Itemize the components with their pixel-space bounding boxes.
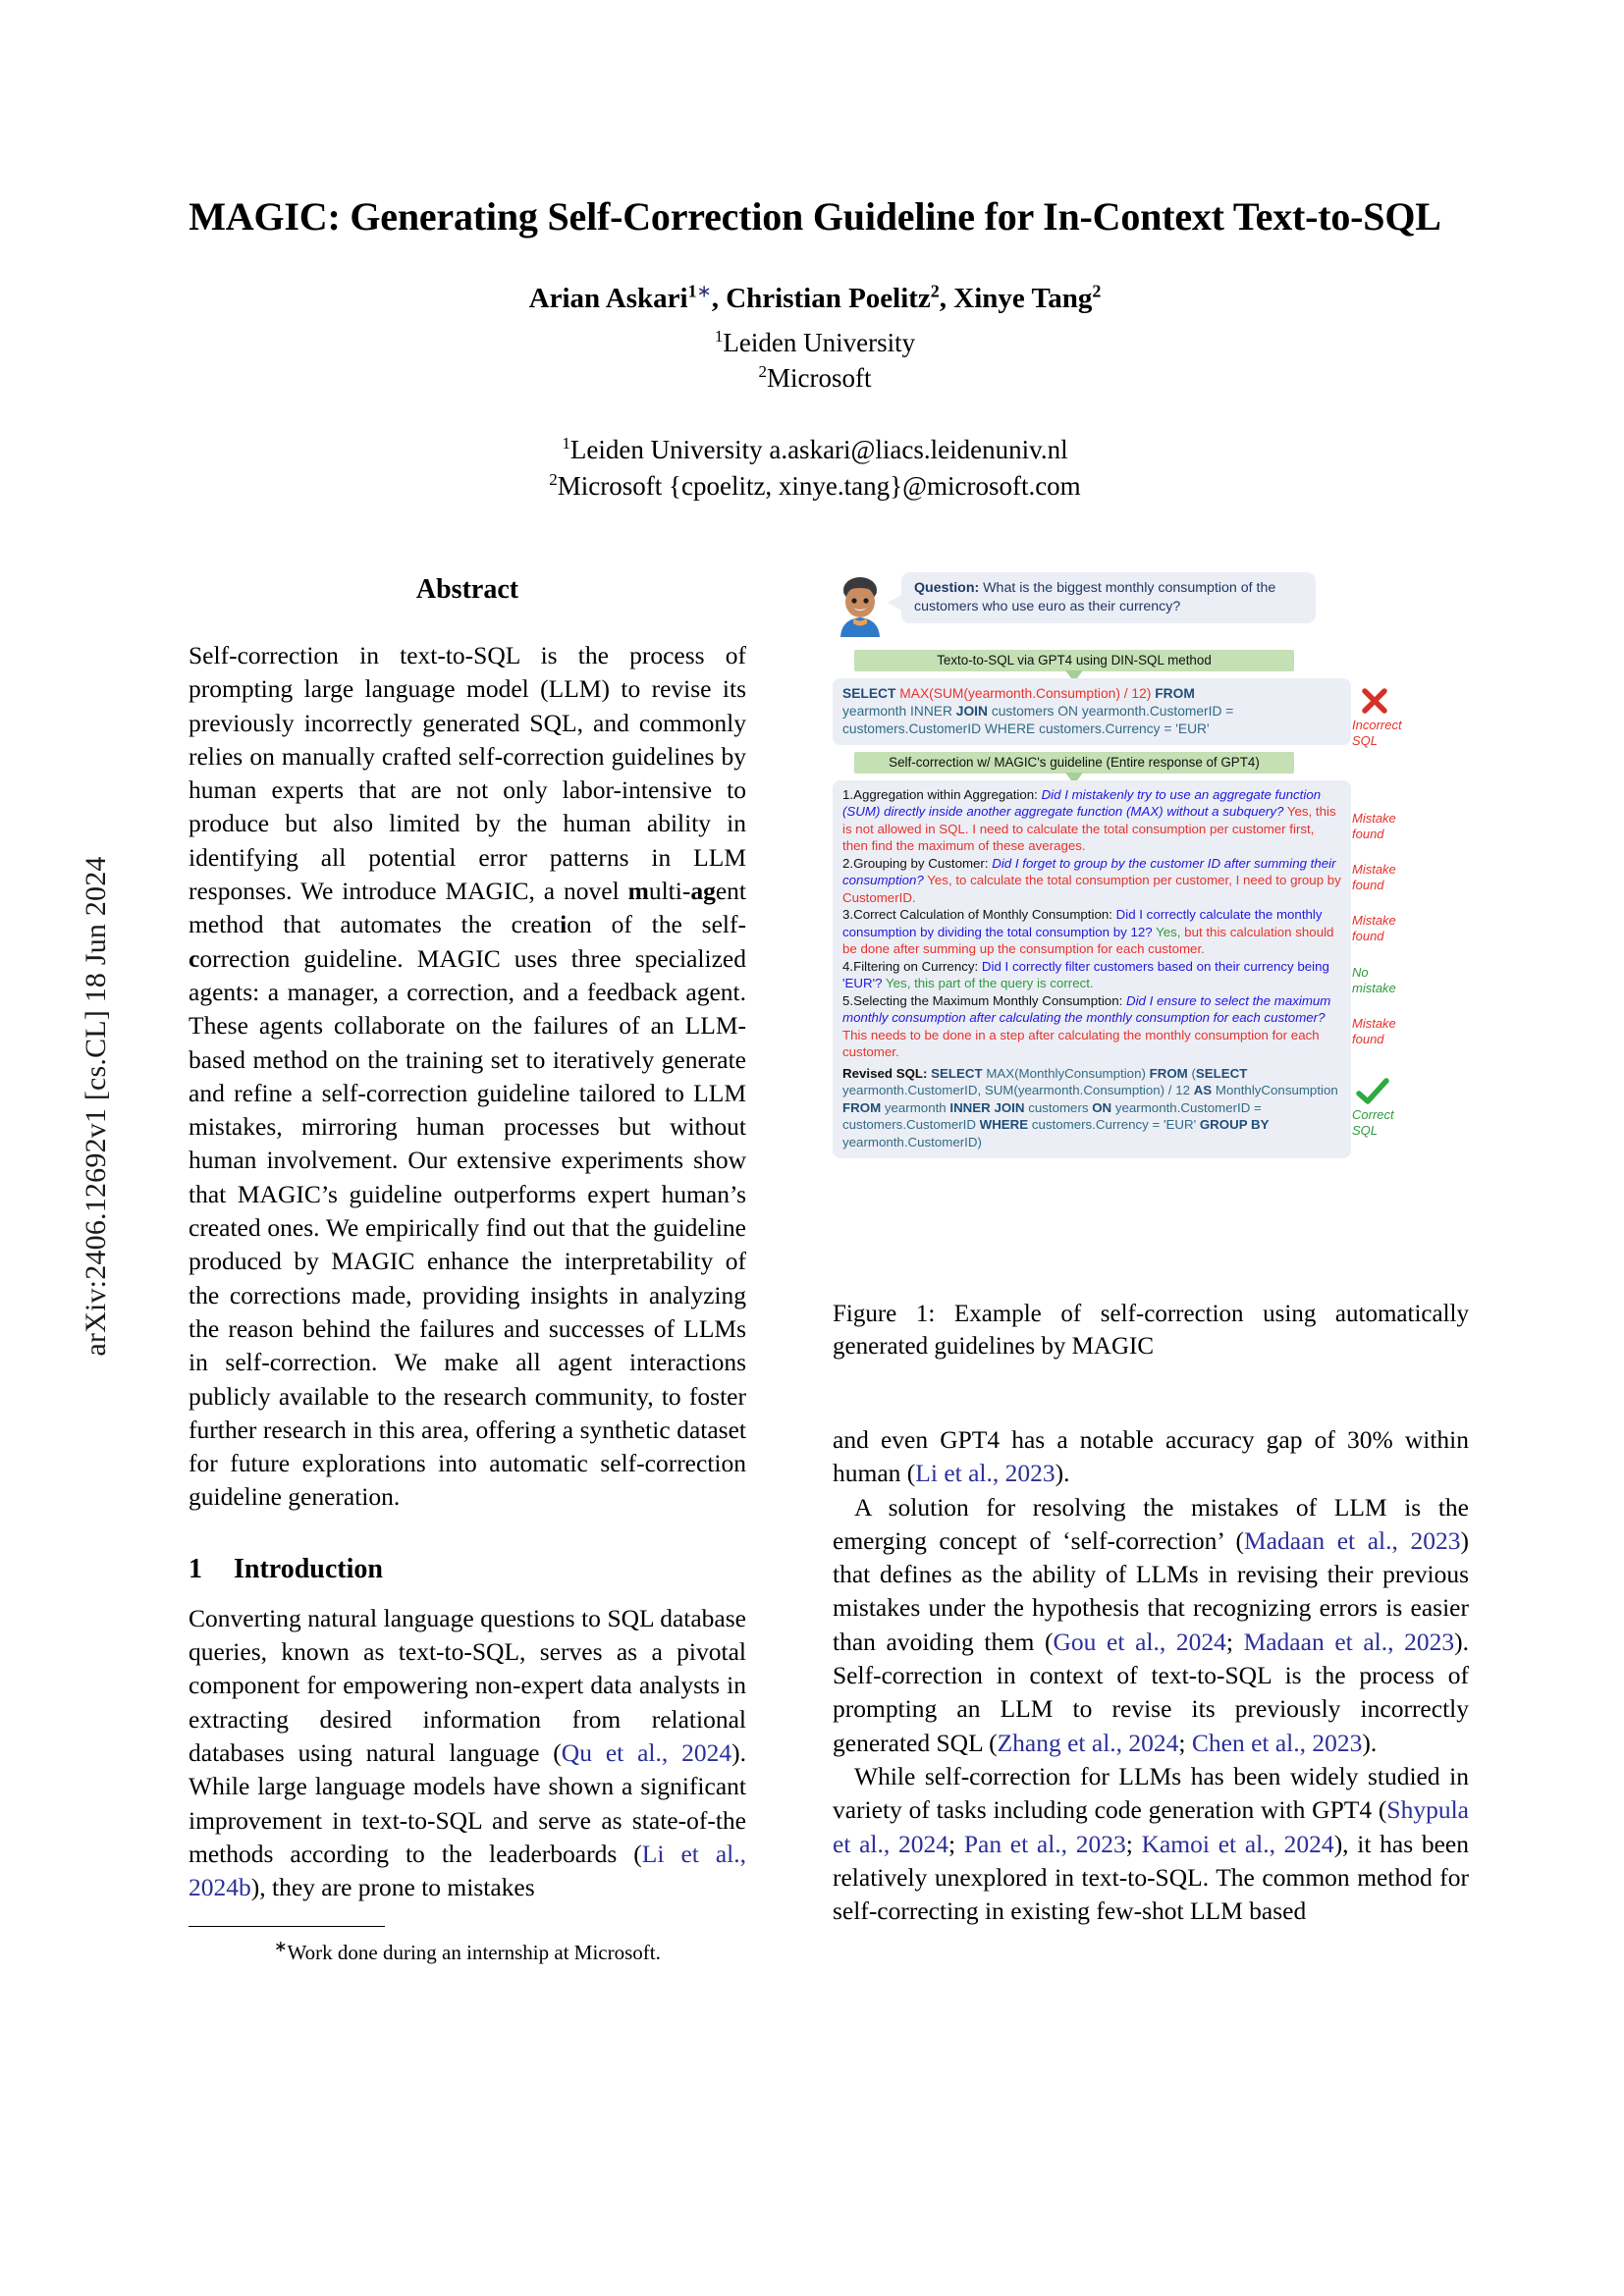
affiliation-1: $^1$Leiden University <box>714 327 916 357</box>
citation-chen-2023[interactable]: Chen et al., 2023 <box>1191 1728 1363 1757</box>
cross-icon <box>1360 686 1389 716</box>
author-list <box>147 281 1483 315</box>
citation-madaan-2023-b[interactable]: Madaan et al., 2023 <box>1243 1627 1455 1656</box>
email-line-1: $^1$Leiden University a.askari@liacs.leidenuniv.nl <box>562 434 1068 464</box>
check-icon <box>1356 1078 1389 1105</box>
right-column <box>833 1423 1469 1928</box>
intro-paragraph-3: A solution for resolving the mistakes of LLM is the emerging concept of ‘self-correction’ (Madaan et al., 2023) that defines as the ability of LLMs in revising their previous mistakes under the hypothesis that recognizing errors is easier than avoiding them (Gou et al., 2024; Madaan et al., 2023). Self-correction in context of text-to-SQL is the process of prompting an LLM to revise its previously incorrectly generated SQL (Zhang et al., 2024; Chen et al., 2023). <box>833 1492 1469 1757</box>
affiliation-list <box>147 326 1483 396</box>
footnote-text: ∗Work done during an internship at Microsoft. <box>274 1939 661 1965</box>
figure-caption: Figure 1: Example of self-correction using automatically generated guidelines by MAGIC <box>833 1301 1469 1361</box>
annotation-step-5: Mistake found <box>1352 1016 1396 1047</box>
abstract-heading: Abstract <box>415 574 519 605</box>
email-line-2: $^2$Microsoft {cpoelitz, xinye.tang}@microsoft.com <box>549 470 1081 502</box>
incorrect-sql-line-1: SELECT MAX(SUM(yearmonth.Consumption) / 12) FROM <box>842 686 1195 701</box>
annotation-step-4: No mistake <box>1352 965 1396 996</box>
section-number: 1 <box>189 1553 202 1584</box>
step-3: 3.Correct Calculation of Monthly Consumption: Did I correctly calculate the monthly consumption by dividing the total consumption by 12? Yes, but this calculation should be done after summing up the consumption for each customer. <box>842 907 1334 957</box>
step-5: 5.Selecting the Maximum Monthly Consumption: Did I ensure to select the maximum monthly consumption after calculating the monthly consumption for each customer? This needs to be done in a step after calculating the monthly consumption for each customer. <box>842 992 1331 1060</box>
user-avatar-icon <box>833 576 888 637</box>
incorrect-sql-box <box>833 678 1351 745</box>
citation-li-2023[interactable]: Li et al., 2023 <box>915 1459 1056 1488</box>
annotation-step-3: Mistake found <box>1352 913 1396 944</box>
step-2: 2.Grouping by Customer: Did I forget to group by the customer ID after summing their consumption? Yes, to calculate the total consumption per customer, I need to group by CustomerID. <box>842 855 1341 905</box>
citation-gou-2024[interactable]: Gou et al., 2024 <box>1053 1627 1226 1656</box>
revised-sql-block: Revised SQL: SELECT MAX(MonthlyConsumption) FROM (SELECT yearmonth.CustomerID, SUM(yearmonth.Consumption) / 12 AS MonthlyConsumption FROM yearmonth INNER JOIN customers ON yearmonth.CustomerID = customers.CustomerID WHERE customers.Currency = 'EUR' GROUP BY yearmonth.CustomerID) <box>842 1065 1338 1149</box>
email-list <box>147 432 1483 506</box>
page-title: MAGIC: Generating Self-Correction Guideline for In-Context Text-to-SQL <box>189 194 1441 239</box>
author-2: Christian Poelitz$^2$ <box>726 281 940 314</box>
citation-shypula-2024[interactable]: Shypula et al., 2024 <box>833 1795 1469 1858</box>
question-text: What is the biggest monthly consumption of the customers who use euro as their currency? <box>914 580 1276 614</box>
intro-paragraph-2: and even GPT4 has a notable accuracy gap of 30% within human (Li et al., 2023). <box>833 1425 1469 1488</box>
step-1: 1.Aggregation within Aggregation: Did I mistakenly try to use an aggregate function (SUM) directly inside another aggregate function (MAX) without a subquery? Yes, this is not allowed in SQL. I need to calculate the total consumption per customer first, then find the maximum of these averages. <box>842 787 1336 854</box>
annotation-incorrect-sql: Incorrect SQL <box>1352 718 1402 749</box>
citation-zhang-2024[interactable]: Zhang et al., 2024 <box>997 1728 1179 1757</box>
step-4: 4.Filtering on Currency: Did I correctly filter customers based on their currency being 'EUR'? Yes, this part of the query is correct. <box>842 958 1329 991</box>
author-1: Arian Askari$^{1∗}$ <box>528 281 712 314</box>
annotation-step-2: Mistake found <box>1352 862 1396 893</box>
citation-pan-2023[interactable]: Pan et al., 2023 <box>963 1829 1126 1858</box>
citation-kamoi-2024[interactable]: Kamoi et al., 2024 <box>1141 1829 1334 1858</box>
footnote-divider <box>189 1926 385 1927</box>
intro-paragraph-4: While self-correction for LLMs has been widely studied in variety of tasks including code generation with GPT4 (Shypula et al., 2024; Pan et al., 2023; Kamoi et al., 2024), it has been relatively unexplored in text-to-SQL. The common method for self-correcting in existing few-shot LLM based <box>833 1761 1469 1926</box>
pipeline-band-self-correction: Self-correction w/ MAGIC's guideline (Entire response of GPT4) <box>854 752 1294 774</box>
annotation-correct-sql: Correct SQL <box>1352 1107 1394 1139</box>
question-label: Question: <box>914 580 980 596</box>
author-sep-1: , <box>711 282 727 314</box>
incorrect-sql-line-2: yearmonth INNER JOIN customers ON yearmonth.CustomerID = <box>842 703 1234 719</box>
affiliation-2: $^2$Microsoft <box>758 361 872 393</box>
section-title: Introduction <box>234 1553 383 1584</box>
question-bubble <box>901 572 1316 623</box>
citation-madaan-2023[interactable]: Madaan et al., 2023 <box>1244 1525 1461 1555</box>
figure-1 <box>833 572 1469 1274</box>
author-sep-2: , <box>939 282 954 314</box>
citation-qu-2024[interactable]: Qu et al., 2024 <box>561 1737 732 1767</box>
citation-li-2024b[interactable]: Li et al., 2024b <box>189 1839 747 1902</box>
incorrect-sql-line-3: customers.CustomerID WHERE customers.Currency = 'EUR' <box>842 721 1210 736</box>
question-row <box>833 572 1294 643</box>
section-heading-introduction <box>189 1554 746 1585</box>
annotation-step-1: Mistake found <box>1352 811 1396 842</box>
author-3: Xinye Tang$^2$ <box>953 281 1102 314</box>
intro-paragraph-1: Converting natural language questions to SQL database queries, known as text-to-SQL, serves as a pivotal component for empowering non-expert data analysts in extracting desired information from relational databases using natural language (Qu et al., 2024). While large language models have shown a significant improvement in text-to-SQL and serve as state-of-the methods according to the leaderboards (Li et al., 2024b), they are prone to mistakes <box>189 1603 747 1902</box>
pipeline-band-text-to-sql: Texto-to-SQL via GPT4 using DIN-SQL method <box>854 650 1294 671</box>
self-correction-response-box <box>833 780 1351 1158</box>
left-column <box>189 574 746 1967</box>
abstract-body: Self-correction in text-to-SQL is the process of prompting large language model (LLM) to revise its previously incorrectly generated SQL, and commonly relies on manually crafted self-correction guidelines by human experts that are not only labor-intensive to produce but also limited by the human ability in identifying all potential error patterns in LLM responses. We introduce MAGIC, a novel multi-agent method that automates the creation of the self-correction guideline. MAGIC uses three specialized agents: a manager, a correction, and a feedback agent. These agents collaborate on the failures of an LLM-based method on the training set to iteratively generate and refine a self-correction guideline tailored to LLM mistakes, mirroring human processes but without human involvement. Our extensive experiments show that MAGIC’s guideline outperforms expert human’s created ones. We empirically find out that the guideline produced by MAGIC enhance the interpretability of the corrections made, providing insights in analyzing the reason behind the failures and successes of LLMs in self-correction. We make all agent interactions publicly available to the research community, to foster further research in this area, offering a synthetic dataset for future explorations into automatic self-correction guideline generation. <box>189 641 746 1512</box>
arxiv-stamp: arXiv:2406.12692v1 [cs.CL] 18 Jun 2024 <box>80 856 112 1357</box>
